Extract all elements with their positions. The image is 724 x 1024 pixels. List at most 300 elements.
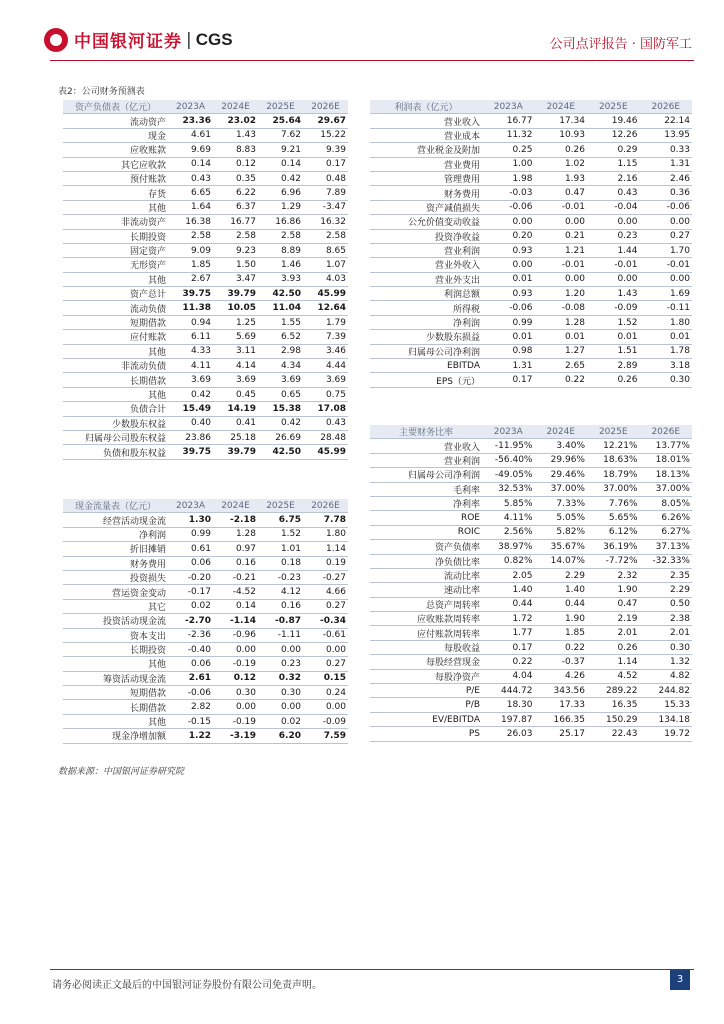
value-cell: 1.52 xyxy=(258,527,303,541)
value-cell: -0.17 xyxy=(168,585,213,599)
value-cell: 37.00% xyxy=(640,482,693,496)
table-header-row xyxy=(63,499,348,513)
value-cell: 2.67 xyxy=(168,272,213,286)
table-row xyxy=(370,684,692,698)
value-cell: 197.87 xyxy=(482,712,535,726)
value-cell: 0.00 xyxy=(482,215,535,229)
value-cell: 29.96% xyxy=(535,453,588,467)
table-row xyxy=(370,171,692,185)
table-row xyxy=(63,513,348,527)
value-cell: 25.64 xyxy=(258,114,303,128)
value-cell: -0.40 xyxy=(168,642,213,656)
value-cell: 37.13% xyxy=(640,540,693,554)
value-cell: 2.16 xyxy=(587,171,640,185)
value-cell: 23.36 xyxy=(168,114,213,128)
value-cell: 16.77 xyxy=(482,114,535,128)
table-row xyxy=(370,344,692,358)
value-cell: 0.00 xyxy=(640,272,693,286)
table-row xyxy=(63,556,348,570)
value-cell: 6.37 xyxy=(213,200,258,214)
value-cell: 1.98 xyxy=(482,171,535,185)
value-cell: -4.52 xyxy=(213,585,258,599)
value-cell: 3.40% xyxy=(535,439,588,453)
header-year-cell: 2024E xyxy=(213,499,258,513)
header-year-cell: 2025E xyxy=(258,499,303,513)
value-cell: 0.16 xyxy=(213,556,258,570)
value-cell: 7.78 xyxy=(303,513,348,527)
value-cell: 1.80 xyxy=(303,527,348,541)
value-cell: 0.97 xyxy=(213,542,258,556)
value-cell: 4.03 xyxy=(303,272,348,286)
table-row xyxy=(370,373,692,387)
value-cell: 1.31 xyxy=(482,359,535,373)
table-caption: 表2：公司财务预测表 xyxy=(58,87,145,97)
table-row xyxy=(370,612,692,626)
value-cell: 1.72 xyxy=(482,612,535,626)
row-label: 投资净收益 xyxy=(370,229,482,243)
value-cell: -0.08 xyxy=(535,301,588,315)
value-cell: 13.95 xyxy=(640,128,693,142)
table-row xyxy=(63,570,348,584)
row-label: 营业利润 xyxy=(370,453,482,467)
value-cell: 8.89 xyxy=(258,243,303,257)
value-cell: 16.32 xyxy=(303,215,348,229)
value-cell: -1.11 xyxy=(258,628,303,642)
header-year-cell: 2024E xyxy=(535,100,588,114)
logo-separator: | xyxy=(186,29,192,50)
value-cell: 1.46 xyxy=(258,258,303,272)
row-label: 净利润 xyxy=(370,315,482,329)
row-label: 无形资产 xyxy=(63,258,168,272)
value-cell: 2.58 xyxy=(213,229,258,243)
value-cell: 15.38 xyxy=(258,402,303,416)
value-cell: 6.20 xyxy=(258,729,303,743)
row-label: 管理费用 xyxy=(370,171,482,185)
row-label: 毛利率 xyxy=(370,482,482,496)
table-row xyxy=(63,642,348,656)
value-cell: 8.05% xyxy=(640,496,693,510)
value-cell: 0.30 xyxy=(213,686,258,700)
header-title-cell: 资产负债表（亿元） xyxy=(63,100,168,114)
table-header-row xyxy=(370,100,692,114)
table-row xyxy=(370,698,692,712)
row-label: 净利润 xyxy=(63,527,168,541)
table-row xyxy=(63,128,348,142)
value-cell: 0.17 xyxy=(482,373,535,387)
header-year-cell: 2024E xyxy=(535,425,588,439)
value-cell: 0.41 xyxy=(213,416,258,430)
value-cell: 19.46 xyxy=(587,114,640,128)
value-cell: 1.40 xyxy=(535,583,588,597)
value-cell: 16.38 xyxy=(168,215,213,229)
value-cell: 0.14 xyxy=(213,599,258,613)
value-cell: 0.02 xyxy=(258,714,303,728)
value-cell: 0.20 xyxy=(482,229,535,243)
value-cell: 1.15 xyxy=(587,157,640,171)
value-cell: 1.90 xyxy=(587,583,640,597)
value-cell: 45.99 xyxy=(303,445,348,459)
table-row xyxy=(370,215,692,229)
value-cell: -0.04 xyxy=(587,200,640,214)
value-cell: 0.44 xyxy=(535,597,588,611)
value-cell: 0.01 xyxy=(482,272,535,286)
value-cell: 17.34 xyxy=(535,114,588,128)
value-cell: 3.69 xyxy=(213,373,258,387)
table-row xyxy=(370,287,692,301)
value-cell: 6.11 xyxy=(168,330,213,344)
value-cell: 8.65 xyxy=(303,243,348,257)
value-cell: -2.18 xyxy=(213,513,258,527)
value-cell: 0.43 xyxy=(587,186,640,200)
header-year-cell: 2026E xyxy=(640,425,693,439)
value-cell: 5.65% xyxy=(587,511,640,525)
value-cell: 12.26 xyxy=(587,128,640,142)
value-cell: 4.26 xyxy=(535,669,588,683)
table-row xyxy=(63,200,348,214)
value-cell: 1.02 xyxy=(535,157,588,171)
value-cell: 11.32 xyxy=(482,128,535,142)
row-label: 总资产周转率 xyxy=(370,597,482,611)
table-row xyxy=(370,143,692,157)
value-cell: 0.61 xyxy=(168,542,213,556)
value-cell: 9.39 xyxy=(303,143,348,157)
value-cell: 4.44 xyxy=(303,359,348,373)
value-cell: 11.38 xyxy=(168,301,213,315)
header-year-cell: 2023A xyxy=(168,499,213,513)
table-row xyxy=(370,258,692,272)
header-year-cell: 2026E xyxy=(303,499,348,513)
value-cell: 1.28 xyxy=(535,315,588,329)
value-cell: 0.25 xyxy=(482,143,535,157)
value-cell: 0.33 xyxy=(640,143,693,157)
value-cell: 0.23 xyxy=(587,229,640,243)
row-label: 投资损失 xyxy=(63,570,168,584)
value-cell: 2.05 xyxy=(482,568,535,582)
row-label: 营业费用 xyxy=(370,157,482,171)
value-cell: -1.14 xyxy=(213,614,258,628)
row-label: 资产负债率 xyxy=(370,540,482,554)
row-label: 每股收益 xyxy=(370,640,482,654)
value-cell: 0.00 xyxy=(303,642,348,656)
value-cell: 19.72 xyxy=(640,727,693,741)
value-cell: 0.17 xyxy=(303,157,348,171)
table-row xyxy=(63,373,348,387)
value-cell: 0.32 xyxy=(258,671,303,685)
value-cell: 1.21 xyxy=(535,243,588,257)
row-label: 营业税金及附加 xyxy=(370,143,482,157)
table-row xyxy=(63,243,348,257)
page-number: 3 xyxy=(670,970,690,990)
logo-icon xyxy=(44,28,68,52)
value-cell: 1.32 xyxy=(640,655,693,669)
value-cell: 1.78 xyxy=(640,344,693,358)
report-type: 公司点评报告 · 国防军工 xyxy=(549,37,692,52)
value-cell: 0.26 xyxy=(535,143,588,157)
value-cell: 0.30 xyxy=(640,373,693,387)
value-cell: 0.00 xyxy=(587,272,640,286)
row-label: P/B xyxy=(370,698,482,712)
value-cell: 4.61 xyxy=(168,128,213,142)
value-cell: 18.13% xyxy=(640,468,693,482)
table-row xyxy=(63,402,348,416)
value-cell: 10.05 xyxy=(213,301,258,315)
table-row xyxy=(63,430,348,444)
row-label: 现金净增加额 xyxy=(63,729,168,743)
value-cell: 1.07 xyxy=(303,258,348,272)
row-label: 其它应收款 xyxy=(63,157,168,171)
value-cell: 23.02 xyxy=(213,114,258,128)
row-label: ROE xyxy=(370,511,482,525)
row-label: 非流动资产 xyxy=(63,215,168,229)
value-cell: 12.21% xyxy=(587,439,640,453)
value-cell: -0.96 xyxy=(213,628,258,642)
value-cell: 0.27 xyxy=(640,229,693,243)
header-year-cell: 2026E xyxy=(640,100,693,114)
value-cell: 1.69 xyxy=(640,287,693,301)
value-cell: -0.01 xyxy=(587,258,640,272)
value-cell: 0.24 xyxy=(303,686,348,700)
row-label: 非流动负债 xyxy=(63,359,168,373)
value-cell: 26.69 xyxy=(258,430,303,444)
table-row xyxy=(370,453,692,467)
value-cell: 0.42 xyxy=(168,387,213,401)
row-label: 利润总额 xyxy=(370,287,482,301)
value-cell: 2.01 xyxy=(640,626,693,640)
row-label: 其他 xyxy=(63,344,168,358)
value-cell: -0.87 xyxy=(258,614,303,628)
value-cell: 3.69 xyxy=(168,373,213,387)
table-row xyxy=(370,439,692,453)
value-cell: 5.69 xyxy=(213,330,258,344)
table-row xyxy=(370,359,692,373)
table-row xyxy=(370,597,692,611)
value-cell: 1.14 xyxy=(587,655,640,669)
value-cell: 1.43 xyxy=(587,287,640,301)
row-label: 公允价值变动收益 xyxy=(370,215,482,229)
value-cell: 0.26 xyxy=(587,640,640,654)
value-cell: 0.00 xyxy=(640,215,693,229)
value-cell: 0.93 xyxy=(482,243,535,257)
value-cell: 18.79% xyxy=(587,468,640,482)
row-label: P/E xyxy=(370,684,482,698)
value-cell: 18.01% xyxy=(640,453,693,467)
value-cell: 4.66 xyxy=(303,585,348,599)
value-cell: 2.01 xyxy=(587,626,640,640)
value-cell: 13.77% xyxy=(640,439,693,453)
value-cell: 1.29 xyxy=(258,200,303,214)
value-cell: 7.39 xyxy=(303,330,348,344)
value-cell: 42.50 xyxy=(258,287,303,301)
table-row xyxy=(63,114,348,128)
header-year-cell: 2025E xyxy=(587,100,640,114)
value-cell: 39.75 xyxy=(168,287,213,301)
value-cell: 4.11% xyxy=(482,511,535,525)
value-cell: 11.04 xyxy=(258,301,303,315)
company-logo xyxy=(44,27,233,52)
value-cell: 1.28 xyxy=(213,527,258,541)
value-cell: 39.79 xyxy=(213,445,258,459)
table-row xyxy=(370,727,692,741)
value-cell: 343.56 xyxy=(535,684,588,698)
value-cell: 16.77 xyxy=(213,215,258,229)
financial-ratios-table xyxy=(370,425,692,742)
value-cell: -49.05% xyxy=(482,468,535,482)
value-cell: -0.09 xyxy=(303,714,348,728)
value-cell: 2.89 xyxy=(587,359,640,373)
value-cell: 0.00 xyxy=(535,272,588,286)
row-label: 归属母公司净利润 xyxy=(370,468,482,482)
value-cell: 0.48 xyxy=(303,171,348,185)
row-label: PS xyxy=(370,727,482,741)
row-label: 其他 xyxy=(63,714,168,728)
value-cell: 0.36 xyxy=(640,186,693,200)
value-cell: 1.79 xyxy=(303,315,348,329)
value-cell: 2.38 xyxy=(640,612,693,626)
value-cell: 22.43 xyxy=(587,727,640,741)
table-row xyxy=(63,585,348,599)
value-cell: 1.77 xyxy=(482,626,535,640)
header-year-cell: 2026E xyxy=(303,100,348,114)
row-label: 负债合计 xyxy=(63,402,168,416)
value-cell: 15.33 xyxy=(640,698,693,712)
value-cell: 1.85 xyxy=(535,626,588,640)
value-cell: 1.85 xyxy=(168,258,213,272)
value-cell: -0.06 xyxy=(168,686,213,700)
value-cell: 6.75 xyxy=(258,513,303,527)
row-label: 折旧摊销 xyxy=(63,542,168,556)
value-cell: 7.76% xyxy=(587,496,640,510)
value-cell: 0.47 xyxy=(535,186,588,200)
value-cell: 3.47 xyxy=(213,272,258,286)
value-cell: 1.50 xyxy=(213,258,258,272)
income-statement-table xyxy=(370,100,692,388)
table-row xyxy=(370,511,692,525)
value-cell: 6.12% xyxy=(587,525,640,539)
table-row xyxy=(370,525,692,539)
value-cell: 1.52 xyxy=(587,315,640,329)
value-cell: 2.29 xyxy=(535,568,588,582)
row-label: 每股经营现金 xyxy=(370,655,482,669)
value-cell: 29.46% xyxy=(535,468,588,482)
value-cell: 0.27 xyxy=(303,657,348,671)
value-cell: 0.06 xyxy=(168,556,213,570)
value-cell: 0.44 xyxy=(482,597,535,611)
value-cell: 4.11 xyxy=(168,359,213,373)
value-cell: -56.40% xyxy=(482,453,535,467)
value-cell: 0.00 xyxy=(213,642,258,656)
value-cell: 0.43 xyxy=(303,416,348,430)
value-cell: 0.42 xyxy=(258,416,303,430)
value-cell: 3.11 xyxy=(213,344,258,358)
value-cell: -0.15 xyxy=(168,714,213,728)
row-label: 其他 xyxy=(63,200,168,214)
value-cell: -0.19 xyxy=(213,714,258,728)
table-row xyxy=(370,655,692,669)
cash-flow-table xyxy=(63,499,348,744)
value-cell: 15.49 xyxy=(168,402,213,416)
table-row xyxy=(63,215,348,229)
table-row xyxy=(63,171,348,185)
value-cell: 0.99 xyxy=(168,527,213,541)
value-cell: 1.70 xyxy=(640,243,693,257)
row-label: 长期借款 xyxy=(63,700,168,714)
table-row xyxy=(63,542,348,556)
value-cell: 0.16 xyxy=(258,599,303,613)
value-cell: -3.19 xyxy=(213,729,258,743)
table-row xyxy=(370,301,692,315)
value-cell: 7.89 xyxy=(303,186,348,200)
value-cell: 17.08 xyxy=(303,402,348,416)
value-cell: 0.75 xyxy=(303,387,348,401)
row-label: 营业收入 xyxy=(370,114,482,128)
value-cell: 5.85% xyxy=(482,496,535,510)
table-row xyxy=(63,657,348,671)
footer-divider xyxy=(50,969,694,970)
value-cell: -0.19 xyxy=(213,657,258,671)
value-cell: 1.80 xyxy=(640,315,693,329)
value-cell: 2.61 xyxy=(168,671,213,685)
row-label: 预付账款 xyxy=(63,171,168,185)
value-cell: 2.56% xyxy=(482,525,535,539)
value-cell: 23.86 xyxy=(168,430,213,444)
value-cell: 1.64 xyxy=(168,200,213,214)
table-row xyxy=(370,640,692,654)
value-cell: 3.93 xyxy=(258,272,303,286)
header-divider xyxy=(50,60,694,61)
value-cell: -0.01 xyxy=(535,200,588,214)
table-row xyxy=(370,114,692,128)
value-cell: 1.44 xyxy=(587,243,640,257)
row-label: EBITDA xyxy=(370,359,482,373)
value-cell: 15.22 xyxy=(303,128,348,142)
value-cell: 1.55 xyxy=(258,315,303,329)
value-cell: 0.17 xyxy=(482,640,535,654)
value-cell: 12.64 xyxy=(303,301,348,315)
table-row xyxy=(63,527,348,541)
value-cell: 0.00 xyxy=(535,215,588,229)
table-row xyxy=(370,229,692,243)
value-cell: 28.48 xyxy=(303,430,348,444)
value-cell: 5.05% xyxy=(535,511,588,525)
header-year-cell: 2025E xyxy=(258,100,303,114)
value-cell: 39.75 xyxy=(168,445,213,459)
value-cell: 0.21 xyxy=(535,229,588,243)
value-cell: 2.58 xyxy=(303,229,348,243)
value-cell: 0.14 xyxy=(168,157,213,171)
value-cell: 16.35 xyxy=(587,698,640,712)
value-cell: 2.98 xyxy=(258,344,303,358)
value-cell: 2.35 xyxy=(640,568,693,582)
value-cell: 0.14 xyxy=(258,157,303,171)
value-cell: 4.52 xyxy=(587,669,640,683)
row-label: 流动负债 xyxy=(63,301,168,315)
value-cell: 0.22 xyxy=(482,655,535,669)
value-cell: 37.00% xyxy=(587,482,640,496)
value-cell: 36.19% xyxy=(587,540,640,554)
value-cell: 0.19 xyxy=(303,556,348,570)
value-cell: 0.06 xyxy=(168,657,213,671)
row-label: 应付账款 xyxy=(63,330,168,344)
table-row xyxy=(370,157,692,171)
header-title-cell: 主要财务比率 xyxy=(370,425,482,439)
value-cell: 2.46 xyxy=(640,171,693,185)
value-cell: 0.22 xyxy=(535,640,588,654)
balance-sheet-table xyxy=(63,100,348,460)
value-cell: 3.18 xyxy=(640,359,693,373)
value-cell: 2.19 xyxy=(587,612,640,626)
value-cell: 1.93 xyxy=(535,171,588,185)
value-cell: 4.14 xyxy=(213,359,258,373)
